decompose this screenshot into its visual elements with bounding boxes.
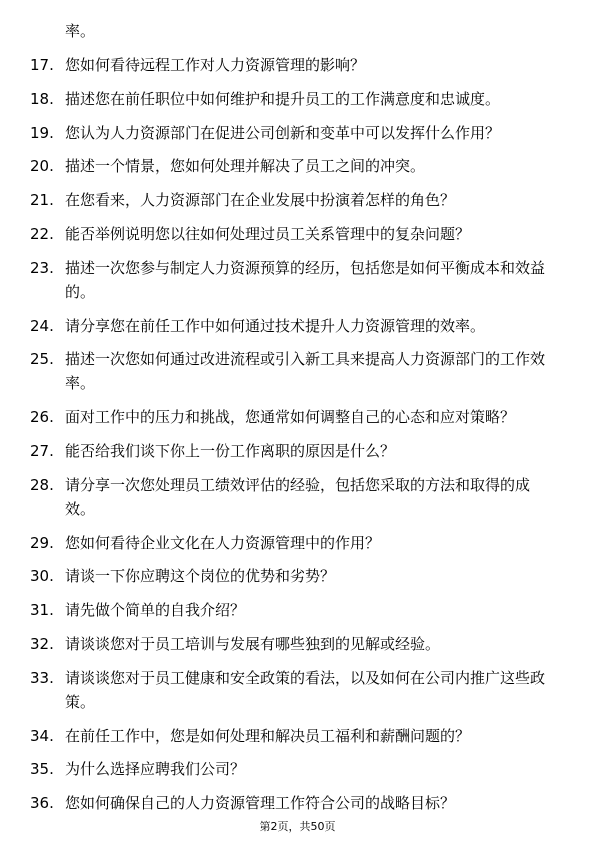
question-text: 描述您在前任职位中如何维护和提升员工的工作满意度和忠诚度。 [65,89,501,108]
question-text: 请分享一次您处理员工绩效评估的经验，包括您采取的方法和取得的成效。 [65,475,531,518]
question-item [0,791,595,815]
question-text: 描述一次您如何通过改进流程或引入新工具来提高人力资源部门的工作效率。 [65,350,546,393]
question-item [0,724,595,748]
question-text: 请谈谈您对于员工培训与发展有哪些独到的见解或经验。 [65,634,441,653]
question-text: 为什么选择应聘我们公司？ [65,760,246,779]
continuation-text: 率。 [65,22,96,40]
question-number: 23. [30,258,54,277]
question-item [0,473,595,521]
question-item [0,222,595,246]
question-text: 您如何确保自己的人力资源管理工作符合公司的战略目标？ [65,794,456,813]
question-text: 您如何看待企业文化在人力资源管理中的作用？ [65,533,381,552]
question-number: 24. [30,316,54,335]
question-number: 32. [30,634,54,653]
question-number: 35. [30,760,54,779]
question-item [0,154,595,178]
question-item [0,405,595,429]
question-number: 33. [30,668,54,687]
question-item [0,757,595,781]
question-item [0,632,595,656]
question-number: 28. [30,475,54,494]
question-item [0,188,595,212]
question-text: 您认为人力资源部门在促进公司创新和变革中可以发挥什么作用？ [65,123,501,142]
question-item [0,256,595,304]
question-text: 能否举例说明您以往如何处理过员工关系管理中的复杂问题？ [65,224,471,243]
question-text: 能否给我们谈下你上一份工作离职的原因是什么？ [65,441,396,460]
question-number: 21. [30,191,54,210]
question-text: 您如何看待远程工作对人力资源管理的影响？ [65,56,366,74]
question-number: 27. [30,441,54,460]
question-item [0,53,595,77]
question-text: 描述一次您参与制定人力资源预算的经历，包括您是如何平衡成本和效益的。 [65,258,546,301]
question-number: 34. [30,726,54,745]
question-text: 请谈一下你应聘这个岗位的优势和劣势？ [65,567,336,586]
question-number: 25. [30,350,54,369]
question-number: 30. [30,567,54,586]
question-item [0,439,595,463]
question-number: 20. [30,157,54,176]
question-item [0,564,595,588]
question-text: 请谈谈您对于员工健康和安全政策的看法，以及如何在公司内推广这些政策。 [65,668,546,711]
question-list [0,53,595,825]
question-text: 请分享您在前任工作中如何通过技术提升人力资源管理的效率。 [65,316,486,335]
question-text: 面对工作中的压力和挑战，您通常如何调整自己的心态和应对策略？ [65,408,516,427]
question-number: 36. [30,794,54,813]
question-text: 请先做个简单的自我介绍？ [65,601,246,620]
question-item [0,347,595,395]
question-item [0,666,595,714]
question-text: 描述一个情景，您如何处理并解决了员工之间的冲突。 [65,157,426,176]
question-number: 22. [30,224,54,243]
question-item [0,87,595,111]
question-number: 31. [30,601,54,620]
question-text: 在前任工作中，您是如何处理和解决员工福利和薪酬问题的？ [65,726,471,745]
question-number: 29. [30,533,54,552]
question-item [0,531,595,555]
question-text: 在您看来，人力资源部门在企业发展中扮演着怎样的角色？ [65,191,456,210]
page-footer: 第2页，共50页 [259,820,336,833]
question-item [0,121,595,145]
question-number: 19. [30,123,54,142]
question-item [0,314,595,338]
question-number: 18. [30,89,54,108]
question-number: 17. [30,56,54,74]
question-item [0,598,595,622]
question-number: 26. [30,408,54,427]
